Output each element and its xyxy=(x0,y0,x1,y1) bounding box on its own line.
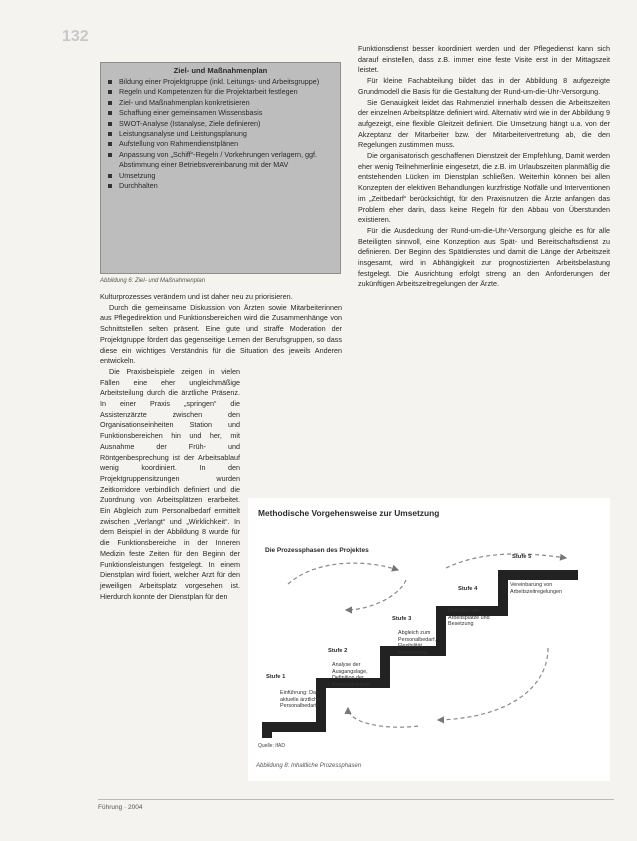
stage-5-label: Stufe 5 xyxy=(512,554,532,560)
paragraph: Für die Ausdeckung der Rund-um-die-Uhr-Versorgung gleiche es für alle Beteiligten sinnvoll, eine Konzeption aus Spät- und Bereitschaftsdienst zu definieren. Der Beginn des Spätdienstes und damit die Länge der Arbeitszeit insgesamt, wird in Abhängigkeit zur prognostizierten Arbeitsbelastung festgelegt. Die Ausrichtung erfolgt streng an den Anforderungen der zukünftigen Arbeitszeitregelungen der Ärzte. xyxy=(358,225,610,289)
paragraph: Durch die gemeinsame Diskussion von Ärzten sowie Mitarbeiterinnen aus Pflegedirektion und Funktionsbereichen wird die Zusammenhänge von Schnittstellen selten präsent. Eine gute und straffe Moderation der Projektgruppe fördert das gegenseitige Lernen der Berufsgruppen, so dass diese ein wichtiges Verständnis für die Situation des jeweils Anderen entwickeln. xyxy=(100,302,342,366)
stage-4-label: Stufe 4 xyxy=(458,586,478,592)
paragraph: Für kleine Fachabteilung bildet das in der Abbildung 8 aufgezeigte Grundmodell die Basis für die Gestaltung der Rund-um-die-Uhr-Versorgung. xyxy=(358,76,610,96)
figure-title: Methodische Vorgehensweise zur Umsetzung xyxy=(258,508,440,518)
paragraph: Sie Genauigkeit leidet das Rahmenziel innerhalb dessen die Arbeitszeiten der einzelnen Arbeitsplätze definiert wird. Alternativ wird wie in der Abbildung 9 aufgezeigt, eine flexible Gleitzeit definiert. Die Umsetzung hängt u.a. von der Akzeptanz der Mitarbeiter bzw. der Mitarbeitervertretung ab, die den Regelungen zustimmen muss. xyxy=(358,97,610,150)
measures-plan-title: Ziel- und Maßnahmenplan xyxy=(173,66,268,75)
list-item: Durchhalten xyxy=(107,181,334,191)
list-item: Bildung einer Projektgruppe (inkl. Leitungs- und Arbeitsgruppe) xyxy=(107,77,334,87)
stage-1-label: Stufe 1 xyxy=(266,674,286,680)
list-item: Aufstellung von Rahmendienstplänen xyxy=(107,139,334,149)
stage-1-desc: Einführung: Das aktuelle ärztliche Personalbedarfs xyxy=(280,690,321,709)
figure-subtitle: Die Prozessphasen des Projektes xyxy=(265,547,369,554)
list-item: Ziel- und Maßnahmenplan konkretisieren xyxy=(107,98,334,108)
footer-rule xyxy=(98,799,614,800)
cycle-arrow xyxy=(346,580,406,610)
paragraph: Die organisatorisch geschaffenen Dienstzeit der Empfehlung, Damit werden eher wenig Teilnehmerlinie eingesetzt, die z.B. im Urlaubszeiten planmäßig die entstehenden Lücken im Dienstplan schließen. Weiterhin können bei allen Konzepten der elektiven Behandlungen kurzfristige Notfälle und Interventionen im „Zeitbedarf“ berücksichtigt, für den Praxisnutzen die Ärzte anfangen das Problem eher darin, dass keine Regeln für den Abbau von Überstunden existieren. xyxy=(358,151,610,225)
right-column xyxy=(358,44,610,290)
measures-plan-box xyxy=(100,62,341,274)
stage-2-label: Stufe 2 xyxy=(328,648,348,654)
measures-plan-list xyxy=(107,77,334,191)
stage-5-desc: Vereinbarung von Arbeitszeitregelungen xyxy=(510,582,563,595)
process-figure xyxy=(248,498,610,781)
list-item: Regeln und Kompetenzen für die Projektarbeit festlegen xyxy=(107,87,334,97)
stage-4-desc: Definition der Arbeitsplätze und Besetzung xyxy=(448,608,490,627)
stage-3-label: Stufe 3 xyxy=(392,616,412,622)
paragraph: Kulturprozesses verändern und ist daher neu zu priorisieren. xyxy=(100,292,293,301)
figure-source: Quelle: IfAD xyxy=(258,743,285,749)
cycle-arrow xyxy=(348,708,418,727)
cycle-arrow xyxy=(438,648,548,720)
figure-caption: Abbildung 8: Inhaltliche Prozessphasen xyxy=(256,763,362,769)
stage-3-desc: Abgleich zum Personalbedarf, Flexibilität, Ausweisung xyxy=(398,630,437,656)
paragraph: Funktionsdienst besser koordiniert werden und der Pflegedienst kann sich darauf einstellen, dass z.B. immer eine feste Visite erst in der Mittagszeit leistet. xyxy=(358,44,610,75)
cycle-arrow xyxy=(446,554,566,568)
page-number: 132 xyxy=(62,28,89,45)
box-caption: Abbildung 6: Ziel- und Maßnahmenplan xyxy=(100,278,206,284)
list-item: Anpassung von „Schiff“-Regeln / Vorkehrungen verlagern, ggf. Abstimmung einer Betriebsvereinbarung mit der MAV xyxy=(107,150,334,171)
list-item: SWOT-Analyse (Istanalyse, Ziele definieren) xyxy=(107,119,334,129)
list-item: Schaffung einer gemeinsamen Wissensbasis xyxy=(107,108,334,118)
stage-2-desc: Analyse der Ausgangslage, Definition der Arbeitsbereiche xyxy=(332,662,370,688)
page-footer: Führung · 2004 xyxy=(98,804,143,811)
cycle-arrow xyxy=(288,563,398,584)
paragraph: Die Praxisbeispiele zeigen in vielen Fällen eine eher ungleichmäßige Arbeitsteilung durch die ärztliche Präsenz. In einer Praxis „springen“ die Assistenzärzte zwischen den Organisationseinheiten Station und Funktionsbereichen hin und her, mit Ausnahme der Früh- und Röntgenbesprechung ist der Arbeitsablauf wenig koordiniert. In den Projektgruppensitzungen wurden Zeitkorridore verbindlich definiert und die Zuordnung von Arbeitsplätzen erarbeitet. Ein Abgleich zum Personalbedarf ermittelt zwischen „Verlangt“ und „Wirklichkeit“. In dem Beispiel in der Abbildung 8 wurde für die Funktionsbereiche in der Inneren Medizin feste Zeiten für den Beginn der Funktionsleistungen festgelegt. In einem Dienstplan wird fixiert, welcher Arzt für den jeweiligen Arbeitsplatz vorgesehen ist. Hierdurch konnte der Dienstplan für den xyxy=(100,366,240,601)
list-item: Umsetzung xyxy=(107,171,334,181)
list-item: Leistungsanalyse und Leistungsplanung xyxy=(107,129,334,139)
